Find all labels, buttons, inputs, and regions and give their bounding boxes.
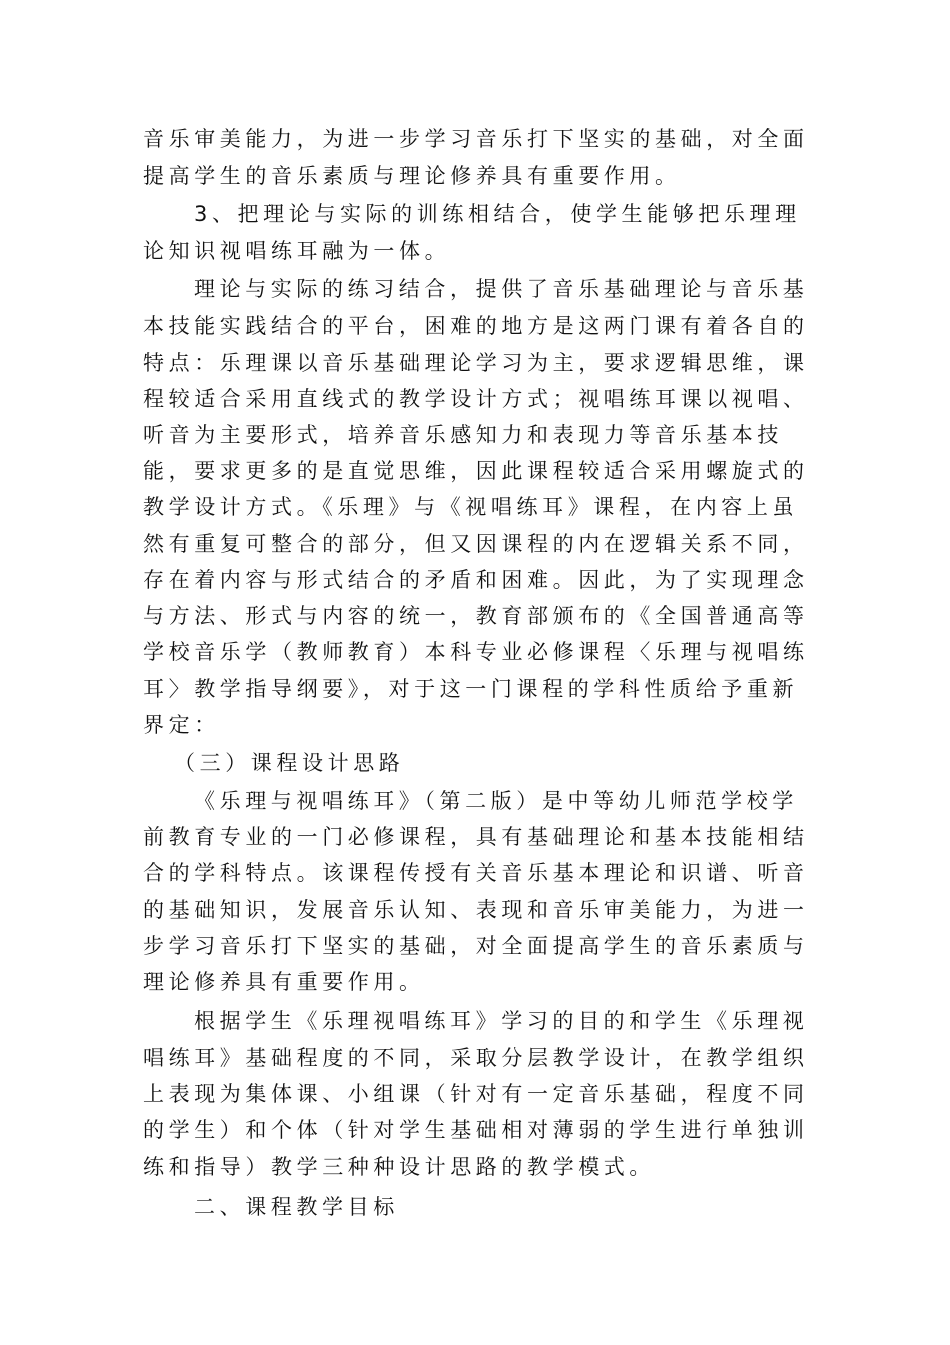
text-line: 合的学科特点。该课程传授有关音乐基本理论和识谱、听音	[143, 861, 809, 885]
text-line: 程较适合采用直线式的教学设计方式；视唱练耳课以视唱、	[143, 387, 809, 411]
text-line: 教学设计方式。《乐理》与《视唱练耳》课程，在内容上虽	[143, 495, 799, 519]
text-line: 然有重复可整合的部分，但又因课程的内在逻辑关系不同，	[143, 532, 809, 556]
text-line: 3、把理论与实际的训练相结合，使学生能够把乐理理	[194, 202, 801, 226]
text-line: 《乐理与视唱练耳》（第二版）是中等幼儿师范学校学	[194, 789, 798, 813]
text-line: 本技能实践结合的平台，困难的地方是这两门课有着各自的	[143, 314, 809, 338]
text-line: 唱练耳》基础程度的不同，采取分层教学设计，在教学组织	[143, 1046, 809, 1070]
text-line: 前教育专业的一门必修课程，具有基础理论和基本技能相结	[143, 825, 809, 849]
text-line: 的学生）和个体（针对学生基础相对薄弱的学生进行单独训	[143, 1118, 809, 1142]
text-line: 存在着内容与形式结合的矛盾和困难。因此，为了实现理念	[143, 568, 809, 592]
text-line: 能，要求更多的是直觉思维，因此课程较适合采用螺旋式的	[143, 459, 809, 483]
text-line: 学校音乐学（教师教育）本科专业必修课程〈乐理与视唱练	[143, 640, 809, 664]
text-line: 论知识视唱练耳融为一体。	[143, 239, 451, 263]
text-line: 练和指导）教学三种种设计思路的教学模式。	[143, 1155, 655, 1179]
text-line: 理论修养具有重要作用。	[143, 970, 425, 994]
text-line: 与方法、形式与内容的统一，教育部颁布的《全国普通高等	[143, 604, 809, 628]
text-line: 音乐审美能力，为进一步学习音乐打下坚实的基础，对全面	[143, 127, 809, 151]
text-line: 上表现为集体课、小组课（针对有一定音乐基础，程度不同	[143, 1082, 809, 1106]
section-heading: （三）课程设计思路	[174, 751, 405, 775]
section-heading: 二、课程教学目标	[194, 1195, 399, 1219]
text-line: 听音为主要形式，培养音乐感知力和表现力等音乐基本技	[143, 423, 783, 447]
text-line: 的基础知识，发展音乐认知、表现和音乐审美能力，为进一	[143, 898, 809, 922]
text-line: 步学习音乐打下坚实的基础，对全面提高学生的音乐素质与	[143, 934, 809, 958]
text-line: 耳〉教学指导纲要》，对于这一门课程的学科性质给予重新	[143, 677, 799, 701]
text-line: 理论与实际的练习结合，提供了音乐基础理论与音乐基	[194, 277, 809, 301]
text-line: 特点：乐理课以音乐基础理论学习为主，要求逻辑思维，课	[143, 351, 809, 375]
text-line: 根据学生《乐理视唱练耳》学习的目的和学生《乐理视	[194, 1009, 809, 1033]
text-line: 提高学生的音乐素质与理论修养具有重要作用。	[143, 164, 681, 188]
text-line: 界定：	[143, 713, 220, 737]
